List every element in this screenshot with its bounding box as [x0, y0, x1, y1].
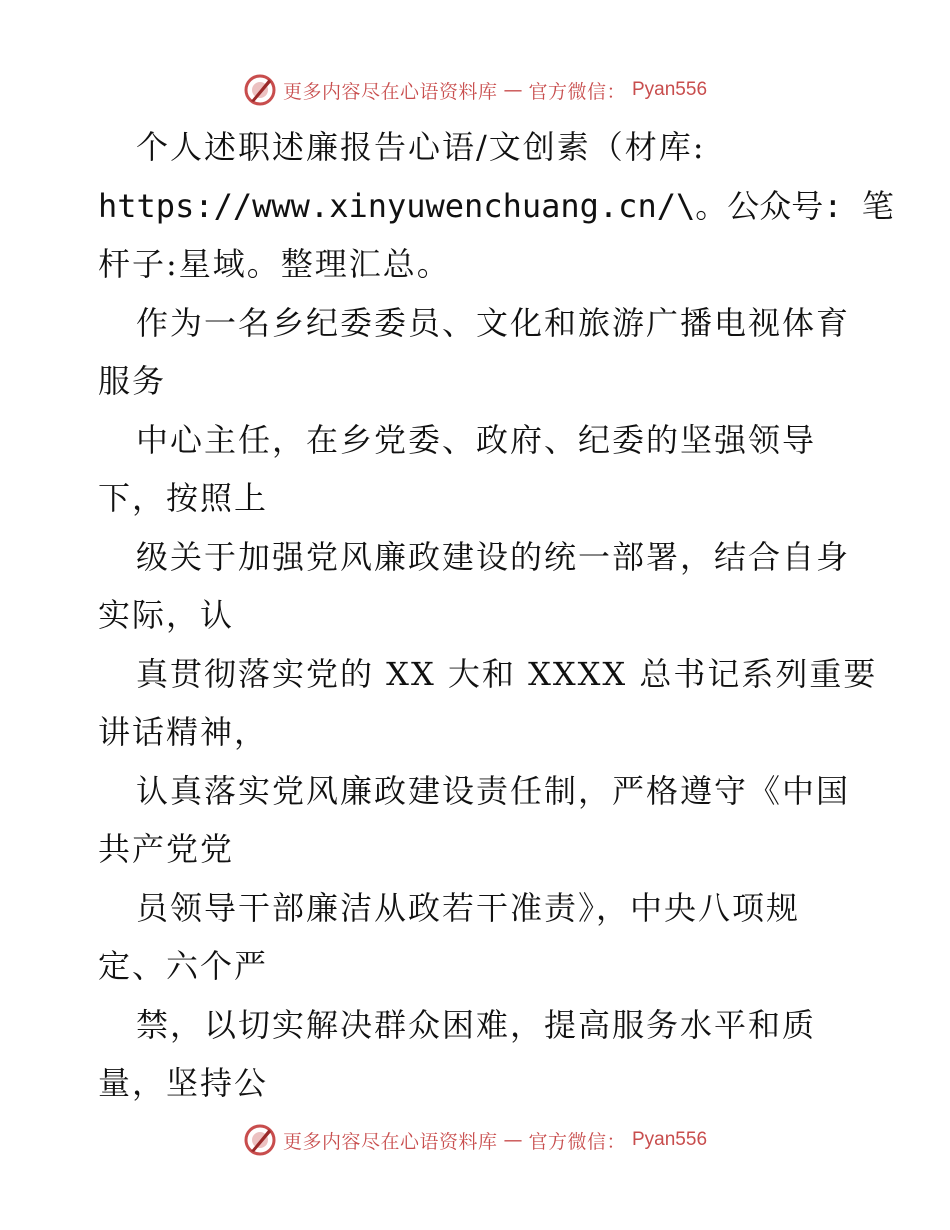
- quill-logo-icon: [243, 73, 277, 107]
- text-line: 共产党党: [98, 830, 235, 868]
- text-line: 服务: [98, 362, 167, 400]
- footer-banner: [0, 1120, 950, 1160]
- text-line: 杆子:星域。整理汇总。: [98, 245, 451, 283]
- text-line: 定、六个严: [98, 947, 269, 985]
- text-line: https://www.xinyuwenchuang.cn/\。公众号: 笔: [98, 186, 894, 225]
- text-line: 级关于加强党风廉政建设的统一部署，结合自身: [136, 537, 851, 576]
- text-line: 中心主任，在乡党委、政府、纪委的坚强领导: [136, 420, 817, 459]
- text-line: 量，坚持公: [98, 1064, 269, 1102]
- quill-logo-icon: [243, 1123, 277, 1157]
- text-line: 认真落实党风廉政建设责任制，严格遵守《中国: [136, 771, 851, 810]
- banner-separator: —: [503, 79, 523, 101]
- text-line: 下，按照上: [98, 479, 269, 517]
- text-line: 实际，认: [98, 596, 235, 634]
- banner-wechat-label: 官方微信：: [528, 1130, 626, 1153]
- text-line: 禁，以切实解决群众困难，提高服务水平和质: [136, 1005, 817, 1044]
- text-line: 讲话精神，: [98, 713, 269, 751]
- text-line: 员领导干部廉洁从政若干准责》，中央八项规: [136, 888, 801, 927]
- text-line: 真贯彻落实党的 XX 大和 XXXX 总书记系列重要: [136, 654, 878, 693]
- header-banner: [0, 70, 950, 110]
- text-line: 作为一名乡纪委委员、文化和旅游广播电视体育: [136, 303, 851, 342]
- banner-separator: —: [503, 1129, 523, 1151]
- document-body: [98, 118, 894, 1113]
- banner-site-text: 更多内容尽在心语资料库: [282, 80, 498, 103]
- banner-site-text: 更多内容尽在心语资料库: [282, 1130, 498, 1153]
- text-line: 个人述职述廉报告心语/文创素（材库:: [136, 128, 706, 166]
- banner-wechat-id: Pyan556: [632, 1129, 708, 1150]
- banner-wechat-label: 官方微信：: [528, 80, 626, 103]
- banner-wechat-id: Pyan556: [632, 79, 708, 100]
